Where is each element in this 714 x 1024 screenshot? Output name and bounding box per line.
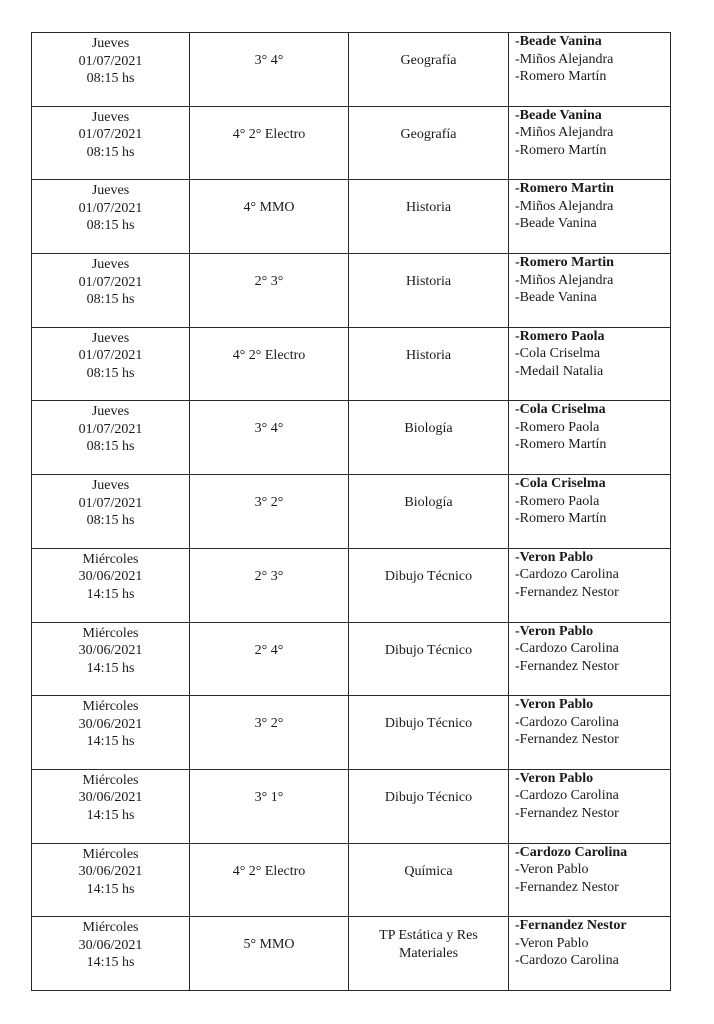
day-text: Jueves — [91, 257, 130, 273]
table-row — [32, 622, 671, 696]
table-row — [32, 254, 671, 328]
lead-teacher-name: -Cola Criselma — [515, 476, 606, 492]
teachers-cell — [509, 106, 671, 180]
course-cell — [190, 401, 349, 475]
lead-teacher-name: -Fernandez Nestor — [515, 918, 627, 934]
day-text: Jueves — [91, 183, 130, 199]
date-text: 01/07/2021 — [78, 53, 143, 69]
teacher-name: -Fernandez Nestor — [515, 879, 619, 895]
datetime-cell — [32, 33, 190, 107]
table-row — [32, 548, 671, 622]
teachers-cell — [509, 254, 671, 328]
subject-line: TP Estática y Res — [379, 928, 478, 944]
day-text: Jueves — [91, 330, 130, 346]
subject-cell — [349, 401, 509, 475]
subject-line: Química — [404, 863, 453, 879]
lead-teacher-name: -Cola Criselma — [515, 402, 606, 418]
datetime-cell — [32, 254, 190, 328]
course-text: 2° 3° — [254, 568, 284, 584]
course-text: 3° 1° — [254, 789, 284, 805]
subject-line: Geografía — [400, 126, 457, 142]
teacher-name: -Miños Alejandra — [515, 198, 614, 214]
date-text: 01/07/2021 — [78, 495, 143, 511]
teacher-name: -Cardozo Carolina — [515, 953, 619, 969]
course-text: 4° MMO — [243, 200, 295, 216]
day-text: Miércoles — [82, 625, 139, 641]
time-text: 08:15 hs — [86, 218, 135, 234]
course-cell — [190, 180, 349, 254]
teachers-cell — [509, 696, 671, 770]
day-text: Miércoles — [82, 772, 139, 788]
time-text: 08:15 hs — [86, 365, 135, 381]
teacher-name: -Cola Criselma — [515, 346, 601, 362]
course-cell — [190, 33, 349, 107]
time-text: 14:15 hs — [86, 955, 135, 971]
subject-line: Dibujo Técnico — [384, 642, 473, 658]
teachers-cell — [509, 327, 671, 401]
datetime-cell — [32, 622, 190, 696]
course-text: 3° 4° — [254, 53, 284, 68]
teachers-cell — [509, 769, 671, 843]
time-text: 14:15 hs — [86, 734, 135, 750]
date-text: 30/06/2021 — [78, 569, 143, 585]
table-row — [32, 401, 671, 475]
lead-teacher-name: -Romero Martin — [515, 255, 614, 271]
day-text: Jueves — [91, 404, 130, 420]
exam-schedule-table — [31, 32, 671, 991]
date-text: 30/06/2021 — [78, 864, 143, 880]
lead-teacher-name: -Veron Pablo — [515, 697, 594, 713]
subject-cell — [349, 843, 509, 917]
subject-text — [349, 917, 508, 962]
course-cell — [190, 475, 349, 549]
day-text: Miércoles — [82, 846, 139, 862]
subject-line: Dibujo Técnico — [384, 716, 473, 732]
date-text: 01/07/2021 — [78, 274, 143, 290]
lead-teacher-name: -Veron Pablo — [515, 770, 594, 786]
subject-cell — [349, 327, 509, 401]
time-text: 14:15 hs — [86, 586, 135, 602]
day-text: Miércoles — [82, 920, 139, 936]
teacher-name: -Fernandez Nestor — [515, 658, 619, 674]
subject-line: Biología — [404, 495, 453, 511]
subject-line: Historia — [405, 347, 452, 363]
datetime-cell — [32, 917, 190, 991]
teacher-name: -Romero Paola — [515, 493, 600, 509]
teacher-name: -Fernandez Nestor — [515, 805, 619, 821]
teacher-name: -Romero Martín — [515, 437, 607, 453]
subject-cell — [349, 33, 509, 107]
subject-line: Historia — [405, 200, 452, 216]
course-text: 2° 4° — [254, 642, 284, 658]
subject-cell — [349, 769, 509, 843]
table-row — [32, 33, 671, 107]
teachers-cell — [509, 33, 671, 107]
lead-teacher-name: -Cardozo Carolina — [515, 844, 628, 860]
teacher-name: -Cardozo Carolina — [515, 641, 619, 656]
table-row — [32, 180, 671, 254]
date-text: 30/06/2021 — [78, 790, 143, 806]
subject-line: Dibujo Técnico — [384, 789, 473, 805]
subject-cell — [349, 548, 509, 622]
day-text: Miércoles — [82, 551, 139, 567]
lead-teacher-name: -Romero Paola — [515, 328, 605, 344]
teacher-name: -Fernandez Nestor — [515, 732, 619, 748]
table-row — [32, 696, 671, 770]
course-text: 2° 3° — [254, 274, 284, 290]
subject-line: Geografía — [400, 53, 457, 68]
time-text: 08:15 hs — [86, 292, 135, 308]
day-text: Jueves — [91, 36, 130, 51]
subject-text — [349, 33, 508, 70]
lead-teacher-name: -Beade Vanina — [515, 34, 602, 49]
time-text: 08:15 hs — [86, 144, 135, 160]
teacher-name: -Beade Vanina — [515, 216, 597, 232]
course-text: 4° 2° Electro — [232, 347, 306, 363]
subject-line: Materiales — [398, 945, 459, 961]
teacher-name: -Romero Martín — [515, 69, 607, 84]
subject-text — [349, 549, 508, 586]
table-row — [32, 843, 671, 917]
lead-teacher-name: -Beade Vanina — [515, 107, 602, 123]
course-cell — [190, 254, 349, 328]
time-text: 14:15 hs — [86, 881, 135, 897]
teacher-name: -Romero Paola — [515, 419, 600, 435]
subject-text — [349, 401, 508, 438]
datetime-cell — [32, 696, 190, 770]
date-text: 01/07/2021 — [78, 421, 143, 437]
subject-cell — [349, 917, 509, 991]
datetime-cell — [32, 769, 190, 843]
course-text: 5° MMO — [243, 937, 295, 953]
time-text: 08:15 hs — [86, 513, 135, 529]
datetime-cell — [32, 475, 190, 549]
course-cell — [190, 917, 349, 991]
course-text: 3° 2° — [254, 495, 284, 511]
teachers-cell — [509, 180, 671, 254]
datetime-cell — [32, 843, 190, 917]
course-cell — [190, 327, 349, 401]
day-text: Jueves — [91, 109, 130, 125]
teacher-name: -Cardozo Carolina — [515, 788, 619, 804]
subject-text — [349, 770, 508, 807]
subject-line: Historia — [405, 274, 452, 290]
teacher-name: -Cardozo Carolina — [515, 567, 619, 583]
time-text: 14:15 hs — [86, 660, 135, 676]
time-text: 08:15 hs — [86, 439, 135, 455]
subject-cell — [349, 106, 509, 180]
course-text: 3° 2° — [254, 716, 284, 732]
subject-line: Dibujo Técnico — [384, 568, 473, 584]
course-cell — [190, 769, 349, 843]
teacher-name: -Miños Alejandra — [515, 125, 614, 141]
subject-text — [349, 328, 508, 365]
table-row — [32, 769, 671, 843]
subject-text — [349, 844, 508, 881]
subject-cell — [349, 180, 509, 254]
subject-cell — [349, 622, 509, 696]
datetime-cell — [32, 548, 190, 622]
teachers-cell — [509, 401, 671, 475]
subject-cell — [349, 696, 509, 770]
datetime-cell — [32, 180, 190, 254]
datetime-cell — [32, 327, 190, 401]
teachers-cell — [509, 475, 671, 549]
date-text: 01/07/2021 — [78, 200, 143, 216]
date-text: 30/06/2021 — [78, 937, 143, 953]
date-text: 01/07/2021 — [78, 348, 143, 364]
subject-line: Biología — [404, 421, 453, 437]
time-text: 14:15 hs — [86, 807, 135, 823]
teacher-name: -Fernandez Nestor — [515, 584, 619, 600]
lead-teacher-name: -Veron Pablo — [515, 623, 594, 639]
table-body — [32, 33, 671, 991]
course-text: 4° 2° Electro — [232, 126, 306, 142]
datetime-cell — [32, 106, 190, 180]
subject-text — [349, 107, 508, 144]
course-cell — [190, 106, 349, 180]
course-cell — [190, 548, 349, 622]
subject-text — [349, 180, 508, 217]
teachers-cell — [509, 917, 671, 991]
lead-teacher-name: -Romero Martin — [515, 181, 614, 197]
table-row — [32, 475, 671, 549]
day-text: Jueves — [91, 478, 130, 494]
subject-text — [349, 623, 508, 660]
course-cell — [190, 622, 349, 696]
table-row — [32, 106, 671, 180]
subject-text — [349, 475, 508, 512]
teacher-name: -Cardozo Carolina — [515, 714, 619, 730]
datetime-cell — [32, 401, 190, 475]
subject-cell — [349, 254, 509, 328]
day-text: Miércoles — [82, 699, 139, 715]
table-row — [32, 327, 671, 401]
subject-text — [349, 254, 508, 291]
date-text: 01/07/2021 — [78, 127, 143, 143]
teacher-name: -Medail Natalia — [515, 363, 604, 379]
teacher-name: -Beade Vanina — [515, 290, 597, 306]
teachers-cell — [509, 548, 671, 622]
teacher-name: -Veron Pablo — [515, 862, 589, 878]
teacher-name: -Miños Alejandra — [515, 272, 614, 288]
teacher-name: -Romero Martín — [515, 511, 607, 527]
subject-cell — [349, 475, 509, 549]
teacher-name: -Romero Martín — [515, 142, 607, 158]
table-row — [32, 917, 671, 991]
course-text: 3° 4° — [254, 421, 284, 437]
lead-teacher-name: -Veron Pablo — [515, 549, 594, 565]
subject-text — [349, 696, 508, 733]
teacher-name: -Miños Alejandra — [515, 51, 614, 67]
course-cell — [190, 696, 349, 770]
course-text: 4° 2° Electro — [232, 863, 306, 879]
teachers-cell — [509, 843, 671, 917]
teachers-cell — [509, 622, 671, 696]
time-text: 08:15 hs — [86, 71, 135, 86]
date-text: 30/06/2021 — [78, 643, 143, 658]
teacher-name: -Veron Pablo — [515, 935, 589, 951]
course-cell — [190, 843, 349, 917]
date-text: 30/06/2021 — [78, 716, 143, 732]
